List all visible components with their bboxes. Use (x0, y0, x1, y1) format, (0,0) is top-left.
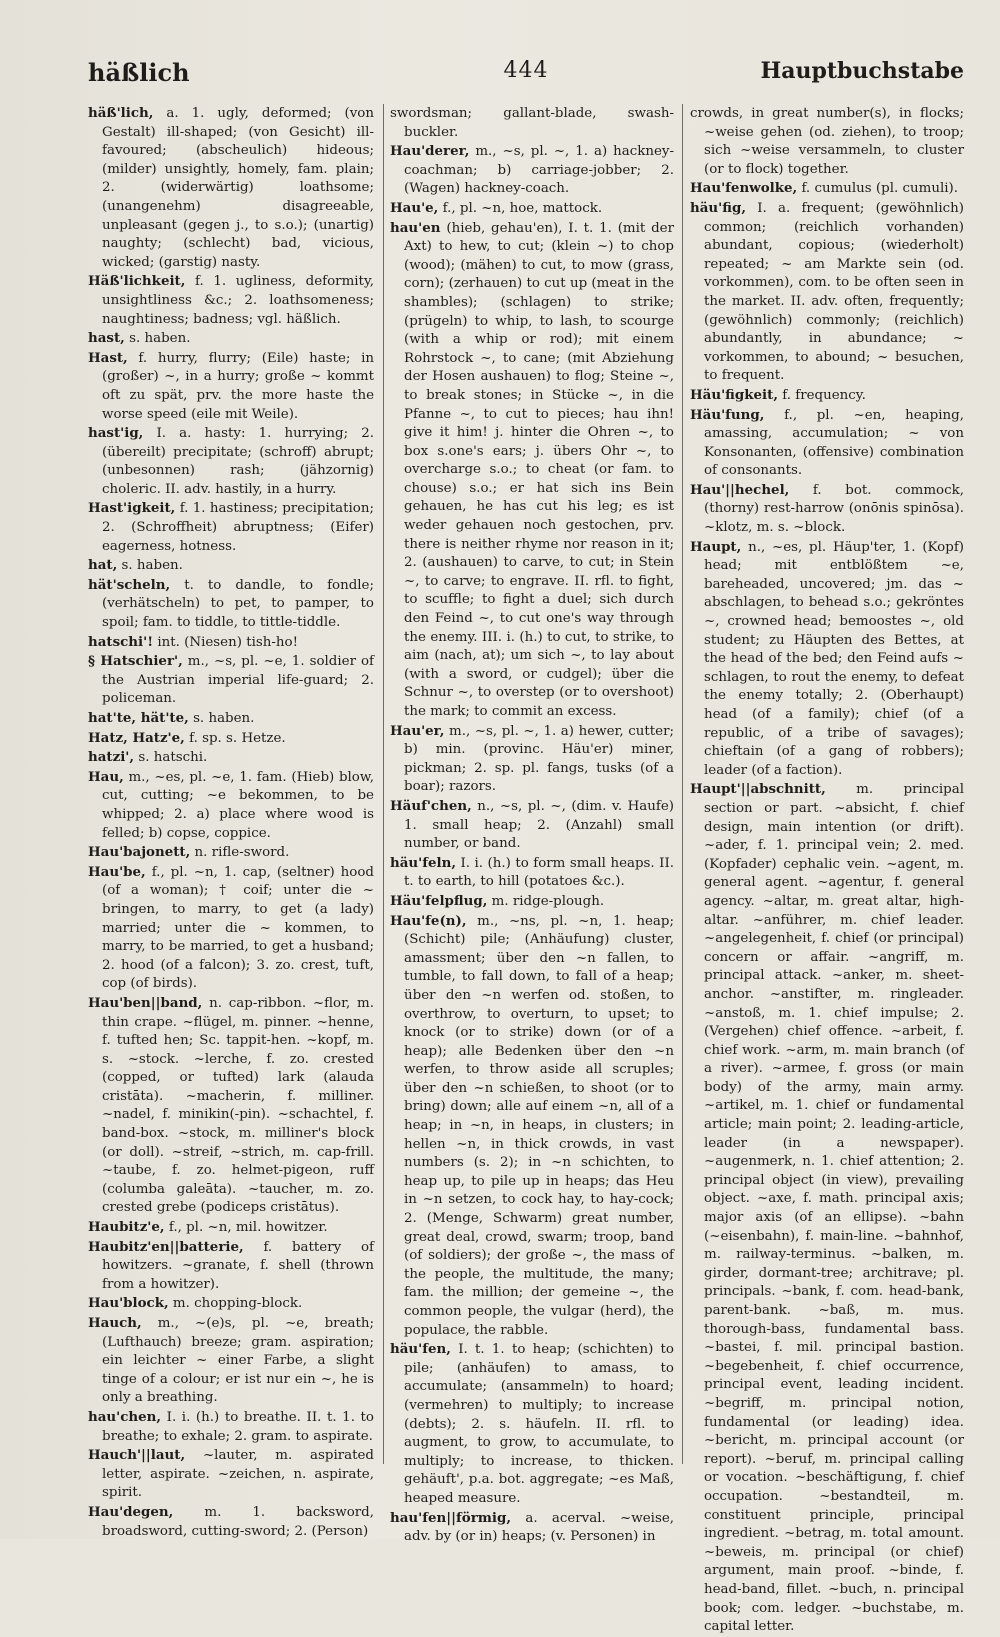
dictionary-entry (390, 104, 674, 142)
dictionary-entry (390, 1509, 674, 1547)
entry-headword: häu'fig, (690, 199, 747, 216)
entry-headword: Haubitz'e, (88, 1219, 165, 1236)
dictionary-entry (390, 1340, 674, 1508)
dictionary-entry (690, 780, 964, 1636)
column-2 (390, 104, 674, 1545)
entry-definition: I. i. (h.) to breathe. II. t. 1. to breathe; to exhale; 2. gram. to aspirate. (102, 1409, 374, 1444)
column-rule (383, 104, 384, 1464)
entry-headword: Hau'be, (88, 863, 146, 880)
entry-definition: n. cap-ribbon. ~flor, m. thin crape. ~flügel, m. pinner. ~henne, f. tufted hen; Sc. tappit-hen. ~kopf, m. s. ~stock. ~lerche, f. zo. crested (copped, or tufted) lark (alauda cristāta). ~macherin, f. milliner. ~nadel, f. minikin(-pin). ~schachtel, f. band-box. ~stock, m. milliner's block (or doll). ~streif, ~strich, m. cap-frill. ~taube, f. zo. helmet-pigeon, ruff (columba galeāta). ~taucher, m. zo. crested grebe (podiceps cristātus). (102, 995, 374, 1216)
entry-headword: hat, (88, 557, 118, 574)
entry-headword: Hatz, Hatz'e, (88, 729, 185, 746)
running-head-left: häßlich (88, 58, 190, 87)
dictionary-entry (88, 576, 374, 633)
entry-definition: n. rifle-sword. (194, 845, 290, 861)
dictionary-entry (390, 199, 674, 219)
dictionary-entry (690, 481, 964, 538)
entry-definition: f., pl. ~en, heaping, amassing, accumulation; ~ von Konsonanten, (offensive) combination of consonants. (704, 407, 964, 479)
entry-headword: Haupt, (690, 538, 742, 555)
dictionary-entry (88, 499, 374, 556)
dictionary-entry (88, 1294, 374, 1314)
entry-definition: m. chopping-block. (172, 1296, 303, 1312)
dictionary-entry (88, 633, 374, 653)
entry-headword: Hau'derer, (390, 143, 470, 160)
dictionary-entry (88, 843, 374, 863)
entry-headword: Hau'e, (390, 199, 439, 216)
entry-definition: crowds, in great number(s), in flocks; ~weise gehen (od. ziehen), to troop; sich ~weise versammeln, to cluster (or to flock) together. (690, 106, 964, 177)
dictionary-entry (88, 863, 374, 994)
entry-headword: Hau'bajonett, (88, 844, 191, 861)
entry-headword: Hau'er, (390, 722, 445, 739)
entry-headword: Häu'figkeit, (690, 386, 778, 403)
entry-definition: s. haben. (129, 331, 191, 347)
entry-definition: a. 1. ugly, deformed; (von Gestalt) ill-shaped; (von Gesicht) ill-favoured; (abscheulich) hideous; (milder) unsightly, homely, fam. plain; 2. (widerwärtig) loathsome; (unangenehm) disagreeable, unpleasant (gegen j., to s.o.); (unartig) naughty; (schlecht) bad, vicious, wicked; (garstig) nasty. (102, 106, 374, 270)
entry-headword: Hauch'||laut, (88, 1447, 186, 1464)
dictionary-entry (88, 272, 374, 329)
entry-headword: Hau, (88, 768, 124, 785)
dictionary-entry (690, 386, 964, 406)
entry-definition: f. cumulus (pl. cumuli). (801, 181, 959, 197)
entry-headword: häß'lich, (88, 105, 154, 121)
entry-headword: hat'te, hät'te, (88, 710, 189, 726)
column-rule (682, 104, 683, 1464)
entry-definition: s. haben. (193, 711, 255, 726)
entry-definition: I. i. (h.) to form small heaps. II. t. to earth, to hill (potatoes &c.). (404, 855, 674, 890)
dictionary-entry (88, 994, 374, 1218)
entry-definition: m., ~ns, pl. ~n, 1. heap; (Schicht) pile; (Anhäufung) cluster, amassment; über den ~n fallen, to tumble, to fall down, to fall of a heap; über den ~n werfen od. stoßen, to overthrow, to overturn, to upset; to knock (or to strike) down (or of a heap); alle Bedenken über den ~n werfen, to throw aside all scruples; über den ~n schießen, to shoot (or to bring) down; alle auf einem ~n, all of a heap; in ~n, in heaps, in clusters; in hellen ~n, in thick crowds, in vast numbers (s. 2); in ~n schichten, to heap up, to pile up in heaps; das Heu in ~n setzen, to cock hay, to hay-cock; 2. (Menge, Schwarm) great number, great deal, crowd, swarm; troop, band (of soldiers); der große ~, the mass of the people, the multitude, the many; fam. the million; der gemeine ~, the common people, the vulgar (herd), the populace, the rabble. (404, 913, 674, 1338)
entry-definition: s. hatschi. (138, 750, 208, 766)
entry-headword: Hau'fenwolke, (690, 180, 798, 197)
entry-headword: Hast, (88, 349, 128, 366)
dictionary-entry (88, 709, 374, 729)
entry-definition: f. hurry, flurry; (Eile) haste; in (großer) ~, in a hurry; große ~ kommt oft zu spät, prv. the more haste the worse speed (eile mit Weile). (102, 350, 374, 422)
dictionary-entry (88, 424, 374, 499)
entry-definition: m., ~(e)s, pl. ~e, breath; (Lufthauch) breeze; gram. aspiration; ein leichter ~ einer Farbe, a slight tinge of a colour; er ist nur ein ~, he is only a breathing. (102, 1316, 374, 1406)
dictionary-entry (690, 406, 964, 481)
entry-definition: swordsman; gallant-blade, swash-buckler. (390, 106, 674, 140)
entry-definition: n., ~es, pl. Häup'ter, 1. (Kopf) head; mit entblößtem ~e, bareheaded, uncovered; jm. das ~ abschlagen, to behead s.o.; gekröntes ~, crowned head; bemoostes ~, old student; zu Häupten des Bettes, at the head of the bed; den Feind aufs ~ schlagen, to rout the enemy, to defeat the enemy totally; 2. (Oberhaupt) head (of a family); chief (of a republic, of a tribe of savages); chieftain (of a gang of robbers); leader (of a faction). (704, 539, 964, 778)
entry-definition: m., ~s, pl. ~e, 1. soldier of the Austrian imperial life-guard; 2. policeman. (102, 654, 374, 707)
entry-headword: Hau'block, (88, 1295, 169, 1312)
entry-headword: hast, (88, 330, 125, 347)
entry-headword: Hau'fe(n), (390, 912, 467, 929)
dictionary-entry (88, 556, 374, 576)
dictionary-entry (88, 329, 374, 349)
entry-definition: m. principal section or part. ~absicht, f. chief design, main intention (or drift). ~ader, f. 1. principal vein; 2. med. (Kopfader) cephalic vein. ~agent, m. general agent. ~agentur, f. general agency. ~altar, m. great altar, high-altar. ~anführer, m. chief leader. ~angelegenheit, f. chief (or principal) concern or affair. ~angriff, m. principal attack. ~anker, m. sheet-anchor. ~anstifter, m. ringleader. ~anstoß, m. 1. chief impulse; 2. (Vergehen) chief offence. ~arbeit, f. chief work. ~arm, m. main branch (of a river). ~armee, f. gross (or main body) of the army, main army. ~artikel, m. 1. chief or fundamental article; main point; 2. leading-article, leader (in a newspaper). ~augenmerk, n. 1. chief attention; 2. principal object (in view), prevailing object. ~axe, f. math. principal axis; major axis (of an ellipse). ~bahn (~eisenbahn), f. main-line. ~bahnhof, m. railway-terminus. ~balken, m. girder, dormant-tree; architrave; pl. principals. ~bank, f. com. head-bank, parent-bank. ~baß, m. mus. thorough-bass, fundamental bass. ~bastei, f. mil. principal bastion. ~begebenheit, f. chief occurrence, principal event, leading incident. ~begriff, m. principal notion, fundamental (or leading) idea. ~bericht, m. principal account (or report). ~beruf, m. principal calling or vocation. ~beschäftigung, f. chief occupation. ~bestandteil, m. constituent principle, principal ingredient. ~betrag, m. total amount. ~beweis, m. principal (or chief) argument, main proof. ~binde, f. head-band, fillet. ~buch, n. principal book; com. ledger. ~buchstabe, m. capital letter. (704, 782, 964, 1635)
dictionary-entry (390, 854, 674, 892)
entry-definition: f. 1. ugliness, deformity, unsightliness &c.; 2. loathsomeness; naughtiness; badness; vgl. häßlich. (102, 274, 374, 327)
dictionary-entry (690, 179, 964, 199)
entry-definition: m., ~s, pl. ~, 1. a) hackney-coachman; b) carriage-jobber; 2. (Wagen) hackney-coach. (404, 144, 674, 197)
dictionary-entry (690, 538, 964, 781)
entry-headword: häu'feln, (390, 854, 457, 871)
entry-definition: ~lauter, m. aspirated letter, aspirate. ~zeichen, n. aspirate, spirit. (102, 1448, 374, 1501)
dictionary-entry (390, 722, 674, 797)
dictionary-entry (88, 652, 374, 709)
dictionary-entry (88, 104, 374, 272)
entry-definition: m. 1. backsword, broadsword, cutting-sword; 2. (Person) (102, 1504, 374, 1539)
entry-headword: häu'fen, (390, 1341, 451, 1358)
entry-definition: a. acerval. ~weise, adv. by (or in) heaps; (v. Personen) in (404, 1510, 674, 1545)
entry-definition: f. battery of howitzers. ~granate, f. shell (thrown from a howitzer). (102, 1239, 374, 1292)
entry-headword: Haubitz'en||batterie, (88, 1238, 244, 1255)
dictionary-entry (88, 1218, 374, 1238)
dictionary-entry (390, 142, 674, 199)
running-head-right: Hauptbuchstabe (760, 58, 964, 84)
dictionary-entry (88, 748, 374, 768)
dictionary-entry (88, 349, 374, 424)
dictionary-entry (88, 729, 374, 749)
text-columns (88, 104, 964, 1635)
entry-headword: hatzi', (88, 749, 135, 766)
entry-headword: Hau'degen, (88, 1503, 174, 1520)
entry-headword: Häu'felpflug, (390, 892, 488, 909)
dictionary-entry (690, 104, 964, 179)
entry-definition: I. t. 1. to heap; (schichten) to pile; (anhäufen) to amass, to accumulate; (ansammeln) to hoard; (vermehren) to multiply; to increase (debts); 2. s. häufeln. II. rfl. to augment, to grow, to accumulate, to multiply; to increase, to thicken. gehäuft', p.a. bot. aggregate; ~es Maß, heaped measure. (404, 1342, 674, 1506)
column-1 (88, 104, 374, 1539)
entry-headword: Haupt'||abschnitt, (690, 781, 826, 798)
entry-headword: hau'en (390, 219, 441, 236)
entry-definition: f. 1. hastiness; precipitation; 2. (Schroffheit) abruptness; (Eifer) eagerness, hotness. (102, 501, 374, 554)
entry-headword: Häuf'chen, (390, 797, 472, 814)
entry-definition: m. ridge-plough. (491, 893, 605, 909)
entry-definition: f., pl. ~n, 1. cap, (seltner) hood (of a woman); † coif; unter die ~ bringen, to marry, to get (a lady) married; unter die ~ kommen, to marry, to be married, to get a husband; 2. hood (of a falcon); 3. zo. crest, tuft, cop (of birds). (102, 864, 374, 992)
dictionary-entry (690, 199, 964, 386)
entry-definition: t. to dandle, to fondle; (verhätscheln) to pet, to pamper, to spoil; fam. to tiddle, to tittle-tiddle. (102, 577, 374, 631)
entry-headword: Häu'fung, (690, 406, 765, 423)
entry-headword: Hauch, (88, 1315, 142, 1331)
dictionary-entry (390, 912, 674, 1341)
entry-definition: m., ~es, pl. ~e, 1. fam. (Hieb) blow, cut, cutting; ~e bekommen, to be whipped; 2. a) place where wood is felled; b) copse, coppice. (102, 769, 374, 841)
entry-headword: Hau'||hechel, (690, 481, 790, 498)
dictionary-entry (88, 1446, 374, 1503)
entry-headword: Hast'igkeit, (88, 500, 176, 517)
entry-headword: hau'fen||förmig, (390, 1509, 512, 1526)
entry-headword: hät'scheln, (88, 576, 171, 593)
entry-headword: Häß'lichkeit, (88, 273, 186, 290)
entry-headword: hatschi'! (88, 633, 154, 650)
entry-headword: § Hatschier', (88, 653, 183, 670)
entry-definition: m., ~s, pl. ~, 1. a) hewer, cutter; b) min. (provinc. Häu'er) miner, pickman; 2. sp. pl. fangs, tusks (of a boar); razors. (404, 723, 674, 795)
entry-definition: f., pl. ~n, hoe, mattock. (442, 200, 603, 216)
dictionary-entry (88, 1238, 374, 1295)
entry-headword: hast'ig, (88, 425, 144, 442)
column-3 (690, 104, 964, 1635)
page-number: 444 (503, 58, 549, 83)
entry-headword: Hau'ben||band, (88, 994, 203, 1011)
running-head (88, 58, 964, 92)
entry-definition: n., ~s, pl. ~, (dim. v. Haufe) 1. small heap; 2. (Anzahl) small number, or band. (404, 798, 674, 852)
dictionary-entry (390, 797, 674, 854)
dictionary-entry (88, 1408, 374, 1446)
dictionary-entry (88, 1314, 374, 1408)
entry-definition: int. (Niesen) tish-ho! (157, 634, 298, 650)
entry-headword: hau'chen, (88, 1408, 162, 1425)
entry-definition: f., pl. ~n, mil. howitzer. (168, 1220, 328, 1236)
entry-definition: I. a. frequent; (gewöhnlich) common; (reichlich vorhanden) abundant, copious; (wiederholt) repeated; ~ am Markte sein (od. vorkommen), com. to be often seen in the market. II. adv. often, frequently; (gewöhnlich) commonly; (reichlich) abundantly, in abundance; ~ vorkommen, to abound; ~ besuchen, to frequent. (704, 200, 964, 384)
dictionary-entry (88, 768, 374, 843)
entry-definition: f. frequency. (782, 387, 866, 403)
entry-definition: f. bot. commock, (thorny) rest-harrow (onōnis spinōsa). ~klotz, m. s. ~block. (704, 482, 964, 536)
entry-definition: f. sp. s. Hetze. (189, 730, 286, 746)
entry-definition: (hieb, gehau'en), I. t. 1. (mit der Axt) to hew, to cut; (klein ~) to chop (wood); (mähen) to cut, to mow (grass, corn); (zerhauen) to cut up (meat in the shambles); (schlagen) to strike; (prügeln) to whip, to lash, to scourge (with a whip or rod); mit einem Rohrstock ~, to cane; (mit Abziehung der Hosen aushauen) to flog; Steine ~, to break stones; in Stücke ~, in die Pfanne ~, to cut to pieces; hau ihn! give it him! j. hinter die Ohren ~, to box s.one's ears; j. übers Ohr ~, to overcharge s.o.; to cheat (or fam. to chouse) s.o.; er hat sich ins Bein gehauen, he has cut his leg; es ist weder gehauen noch gestochen, prv. there is neither rhyme nor reason in it; 2. (aushauen) to carve, to cut; in Stein ~, to carve; to engrave. II. rfl. to fight, to scuffle; to fight a duel; sich durch den Feind ~, to cut one's way through the enemy. III. i. (h.) to cut, to strike, to aim (nach, at); um sich ~, to lay about (with a sword, or cudgel); über die Schnur ~, to overstep (or to overshoot) the mark; to commit an excess. (404, 220, 674, 719)
dictionary-entry (390, 219, 674, 722)
entry-definition: I. a. hasty: 1. hurrying; 2. (übereilt) precipitate; (schroff) abrupt; (unbesonnen) rash; (jähzornig) choleric. II. adv. hastily, in a hurry. (102, 426, 374, 497)
entry-definition: s. haben. (121, 558, 183, 574)
dictionary-entry (88, 1503, 374, 1541)
dictionary-entry (390, 892, 674, 912)
